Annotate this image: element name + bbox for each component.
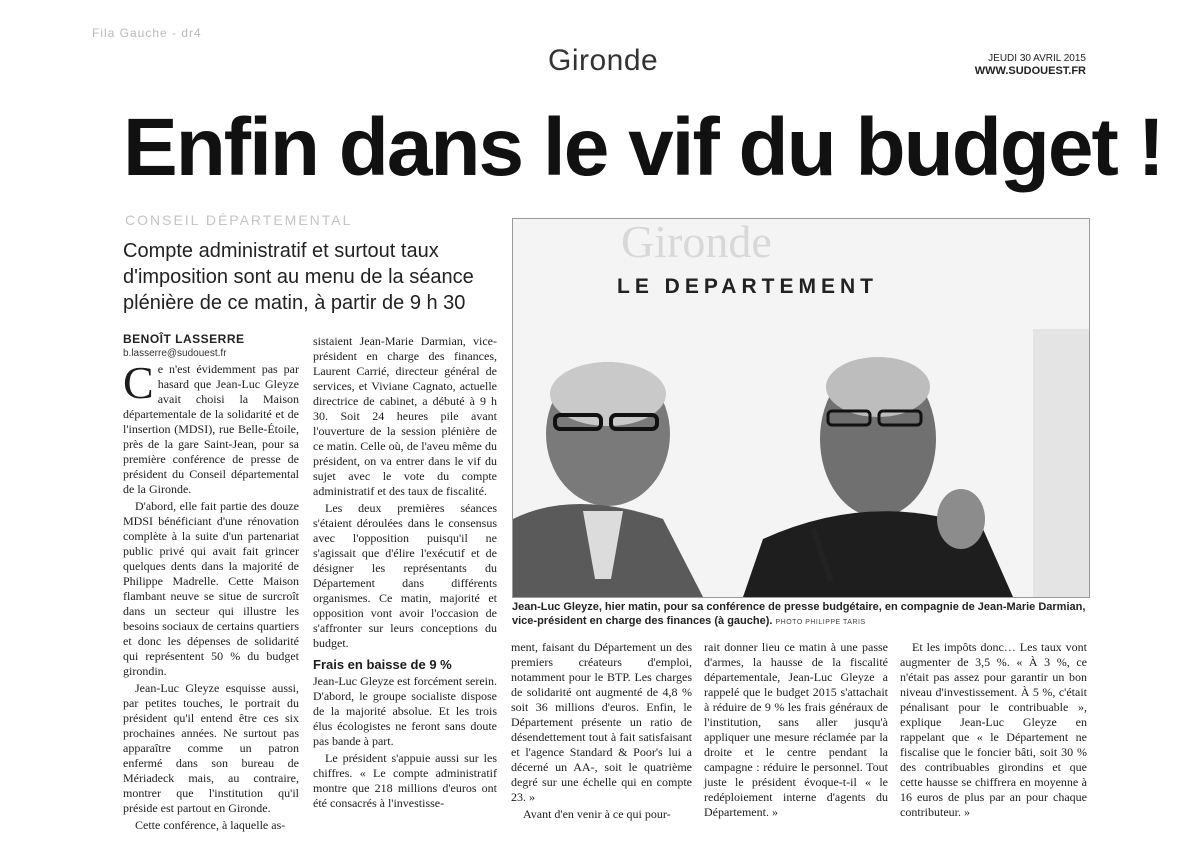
paragraph: Le président s'appuie aussi sur les chiffres. « Le compte administratif montre que 218 millions d'euros ont été consacrés à l'investisse- — [313, 751, 497, 810]
paragraph: Cette conférence, à laquelle as- — [135, 818, 286, 832]
paragraph: ment, faisant du Département un des premiers créateurs d'emploi, notamment pour le BTP. Les charges de solidarité ont augmenté de 4,8 % soit 36 millions d'euros. Enfin, le Département présente un ratio de désendettement tout à fait satisfaisant et l'agence Standard & Poor's lui a décerné un AA-, soit le quatrième degré sur une échelle qui en compte 23. » — [511, 640, 692, 804]
photo-credit: PHOTO PHILIPPE TARIS — [775, 619, 866, 626]
scan-annotation: Fila Gauche - dr4 — [92, 26, 202, 40]
paragraph: Et les impôts donc… Les taux vont augmenter de 3,5 %. « À 3 %, ce n'était pas assez pour garantir un bon niveau d'investissement. À 5 %, c'était pénalisant pour le contribuable », explique Jean-Luc Gleyze en rappelant que « le Département ne fiscalise que le foncier bâti, soit 30 % des contribuables girondins et que cette hausse se chiffrera en moyenne à 16 euros de plus par an pour chaque contributeur. » — [900, 640, 1087, 819]
byline: BENOÎT LASSERRE — [123, 332, 245, 346]
publication-date: JEUDI 30 AVRIL 2015 — [988, 53, 1086, 64]
drop-cap: C — [123, 357, 154, 408]
paragraph: Jean-Luc Gleyze est forcément serein. D'abord, le groupe socialiste dispose de la majorité absolue. Et les trois élus écologistes ne feront sans doute pas bande à part. — [313, 674, 497, 748]
article-column-4 — [704, 640, 888, 822]
website-url: WWW.SUDOUEST.FR — [974, 65, 1086, 77]
kicker: CONSEIL DÉPARTEMENTAL — [125, 212, 353, 228]
deck: Compte administratif et surtout taux d'imposition sont au menu de la séance plénière de ce matin, à partir de 9 h 30 — [123, 240, 474, 314]
dateline — [975, 52, 1086, 78]
paragraph: rait donner lieu ce matin à une passe d'armes, la hausse de la fiscalité départementale, Jean-Luc Gleyze a rappelé que le budget 2015 s'attachait à réduire de 9 % les frais généraux de l'institution, sans aller jusqu'à appliquer une mesure réclamée par la droite et le centre pendant la campagne : réduire le personnel. Tout juste le président évoque-t-il « le redéploiement interne d'agents du Département. » — [704, 640, 888, 819]
sign-top-text: Gironde — [621, 219, 772, 267]
right-man-hand — [937, 489, 985, 549]
paragraph: Ce n'est évidemment pas par hasard que Jean-Luc Gleyze avait choisi la Maison départementale de la solidarité et de l'insertion (MDSI), rue Belle-Étoile, près de la gare Saint-Jean, pour sa première conférence de presse de président du Conseil départemental de la Gironde. — [123, 357, 299, 496]
article-column-3 — [511, 640, 692, 824]
photo-illustration — [513, 219, 1089, 597]
paragraph: Les deux premières séances s'étaient déroulées dans le consensus avec l'opposition puisqu'il ne s'agissait que d'élire l'exécutif et de désigner les représentants du Département dans différents organismes. Ce matin, majorité et opposition vont avoir l'occasion de s'affronter sur leurs conceptions du budget. — [313, 501, 497, 650]
article-photo — [512, 218, 1090, 598]
paragraph: sistaient Jean-Marie Darmian, vice-président en charge des finances, Laurent Carrié, directeur général de services, et Viviane Cagnato, actuelle directrice de cabinet, a débuté à 9 h 30. Soit 24 heures pile avant l'ouverture de la session plénière de ce matin. Celle où, de l'aveu même du président, on va entrer dans le vif du sujet avec le vote du compte administratif et des taux de fiscalité. — [313, 334, 497, 498]
subheading: Frais en baisse de 9 % — [313, 657, 452, 672]
paragraph: Jean-Luc Gleyze esquisse aussi, par petites touches, le portrait du président qu'il entend être ces six prochaines années. Ne surtout pas apparaître comme un patron enfermé dans son bureau de Mériadeck mais, au contraire, montrer que l'institution qu'il préside est partout en Gironde. — [123, 681, 299, 815]
author-email: b.lasserre@sudouest.fr — [123, 348, 227, 359]
headline: Enfin dans le vif du budget ! — [123, 102, 1163, 193]
paragraph: Avant d'en venir à ce qui pour- — [523, 807, 671, 821]
article-column-1 — [123, 357, 299, 835]
photo-caption: Jean-Luc Gleyze, hier matin, pour sa conférence de presse budgétaire, en compagnie de Jean-Marie Darmian, vice-président en charge des finances (à gauche). PHOTO PHILIPPE TARIS — [512, 601, 1086, 627]
article-column-5 — [900, 640, 1087, 822]
sign-bottom-text: LE DEPARTEMENT — [617, 275, 878, 298]
paragraph: D'abord, elle fait partie des douze MDSI bénéficiant d'une rénovation complète à la suite d'un partenariat public privé qui avait fait grincer quelques dents dans la majorité de Philippe Madrelle. Cette Maison flambant neuve se situe de surcroît dans un secteur qui illustre les besoins sociaux de certains quartiers et donc les dépenses de solidarité qui représentent 50 % du budget girondin. — [123, 499, 299, 678]
article-column-2 — [313, 334, 497, 813]
section-title: Gironde — [548, 44, 659, 77]
